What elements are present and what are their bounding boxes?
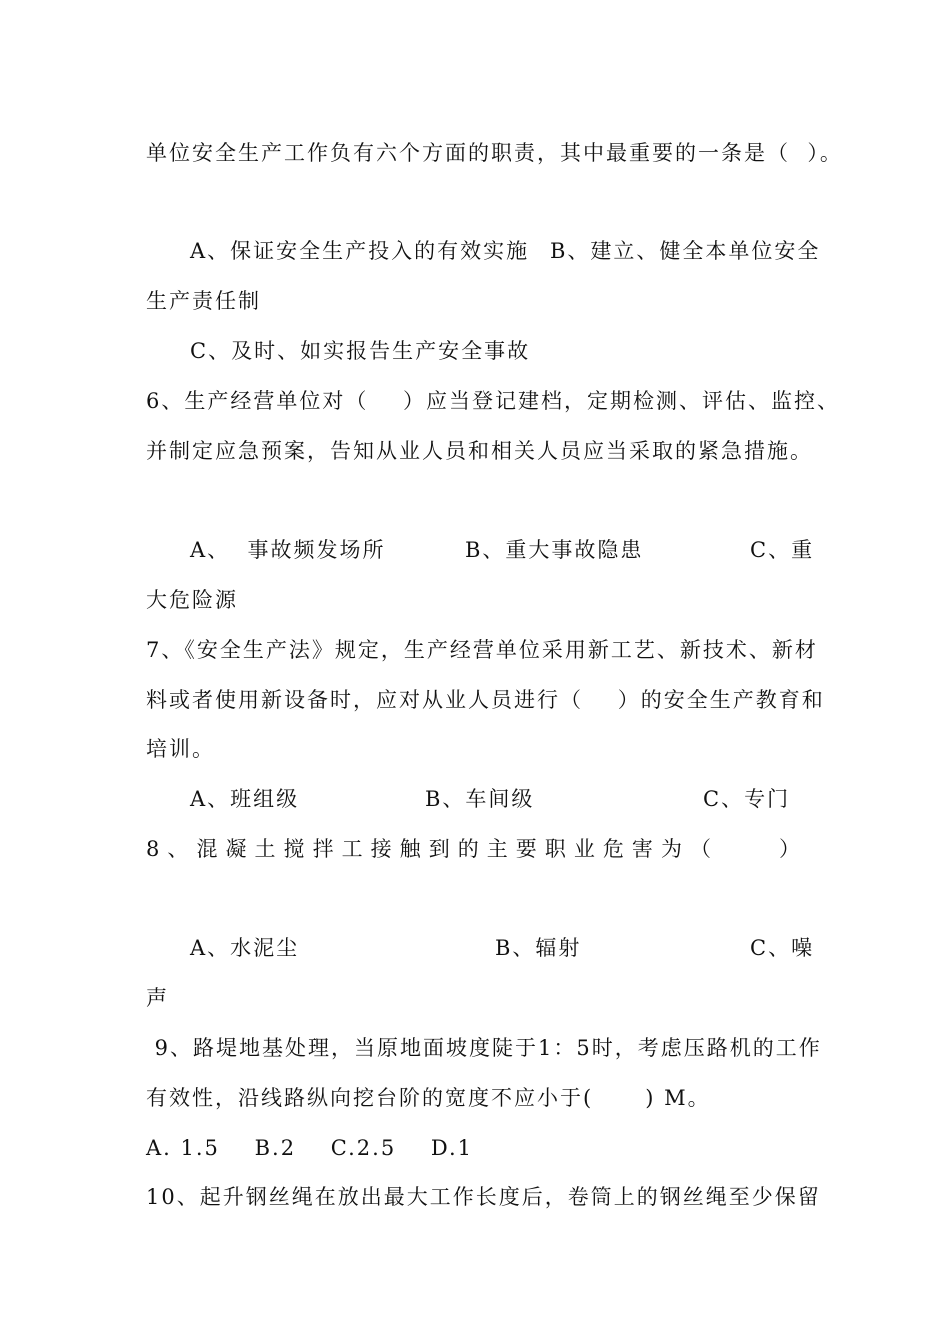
q8-char: 拌	[312, 837, 334, 861]
question-7-option-b: B、车间级	[425, 787, 535, 811]
question-7-stem-line-1: 7、《安全生产法》规定，生产经营单位采用新工艺、新技术、新材	[146, 638, 818, 662]
question-6-option-a: A、 事故频发场所	[190, 538, 386, 562]
question-6-stem-line-2: 并制定应急预案，告知从业人员和相关人员应当采取的紧急措施。	[146, 439, 813, 463]
question-9-options: A. 1.5 B.2 C.2.5 D.1	[146, 1136, 474, 1160]
question-8-stem	[146, 834, 800, 864]
q8-char: 要	[515, 837, 537, 861]
q8-char: 害	[631, 837, 653, 861]
question-9-stem-line-2: 有效性，沿线路纵向挖台阶的宽度不应小于( ) M。	[146, 1086, 711, 1110]
question-10-stem-line-1: 10、起升钢丝绳在放出最大工作长度后，卷筒上的钢丝绳至少保留	[146, 1185, 821, 1209]
question-5-option-b: B、建立、健全本单位安全	[550, 239, 821, 263]
q8-char: （	[689, 837, 711, 861]
question-5-option-b-continued: 生产责任制	[146, 289, 261, 313]
q8-char: 凝	[225, 837, 247, 861]
q8-char: 、	[167, 837, 189, 861]
q8-char: 职	[544, 837, 566, 861]
q8-char: 危	[602, 837, 624, 861]
q8-char: 的	[457, 837, 479, 861]
question-7-option-a: A、班组级	[190, 787, 300, 811]
q8-char: 混	[196, 837, 218, 861]
q8-char: 主	[486, 837, 508, 861]
q8-char: 接	[370, 837, 392, 861]
q8-char: 业	[573, 837, 595, 861]
question-8-option-c-continued: 声	[146, 986, 169, 1010]
question-7-option-c: C、专门	[703, 787, 791, 811]
question-6-option-c: C、重	[750, 538, 815, 562]
q8-char: ）	[779, 837, 800, 861]
q8-char: 到	[428, 837, 450, 861]
q8-char: 为	[660, 837, 682, 861]
question-7-stem-line-2: 料或者使用新设备时，应对从业人员进行（ ）的安全生产教育和	[146, 688, 825, 712]
question-5-stem: 单位安全生产工作负有六个方面的职责，其中最重要的一条是（ ）。	[146, 141, 843, 165]
q8-char: 搅	[283, 837, 305, 861]
question-8-option-c: C、噪	[750, 936, 815, 960]
question-5-option-a: A、保证安全生产投入的有效实施	[190, 239, 530, 263]
q8-char: 8	[146, 837, 160, 861]
question-8-option-a: A、水泥尘	[190, 936, 300, 960]
question-7-stem-line-3: 培训。	[146, 737, 215, 761]
question-6-stem-line-1: 6、生产经营单位对（ ）应当登记建档，定期检测、评估、监控、	[146, 389, 841, 413]
q8-char: 工	[341, 837, 363, 861]
q8-char: 土	[254, 837, 276, 861]
q8-char: 触	[399, 837, 421, 861]
question-8-option-b: B、辐射	[495, 936, 582, 960]
question-6-option-b: B、重大事故隐患	[465, 538, 644, 562]
question-6-option-c-continued: 大危险源	[146, 588, 238, 612]
question-9-stem-line-1: 9、路堤地基处理，当原地面坡度陡于1：5时，考虑压路机的工作	[146, 1036, 822, 1060]
question-5-option-c: C、及时、如实报告生产安全事故	[190, 339, 531, 363]
